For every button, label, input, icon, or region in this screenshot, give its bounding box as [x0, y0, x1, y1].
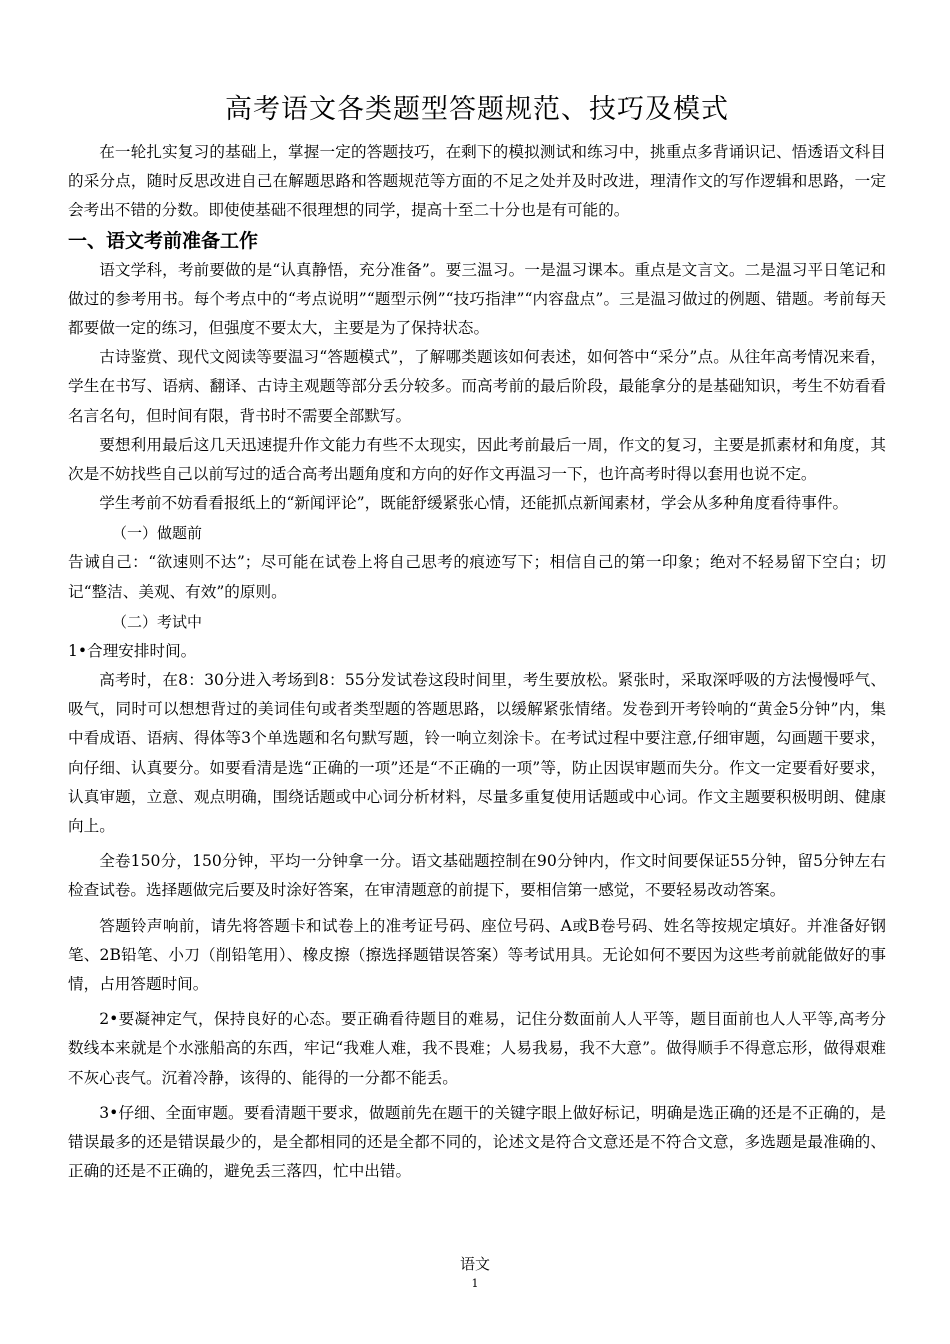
body-paragraph: 要想利用最后这几天迅速提升作文能力有些不太现实，因此考前最后一周，作文的复习，主要是抓素材和角度，其次是不妨找些自己以前写过的适合高考出题角度和方向的好作文再温习一下，也许高考时得以套用也说不定。	[68, 435, 886, 484]
body-paragraph: 全卷150分，150分钟，平均一分钟拿一分。语文基础题控制在90分钟内，作文时间要保证55分钟，留5分钟左右检查试卷。选择题做完后要及时涂好答案，在审清题意的前提下，要相信第一感觉，不要轻易改动答案。	[68, 852, 886, 900]
body-paragraph: 高考时，在8：30分进入考场到8：55分发试卷这段时间里，考生要放松。紧张时，采取深呼吸的方法慢慢呼气、吸气，同时可以想想背过的美词佳句或者类型题的答题思路，以缓解紧张情绪。发卷到开考铃响的“黄金5分钟”内，集中看成语、语病、得体等3个单选题和名句默写题，铃一响立刻涂卡。在考试过程中要注意,仔细审题，勾画题干要求，向仔细、认真要分。如要看清是选“正确的一项”还是“不正确的一项”等，防止因误审题而失分。作文一定要看好要求，认真审题，立意、观点明确，围绕话题或中心词分析材料，尽量多重复使用话题或中心词。作文主题要积极明朗、健康向上。	[68, 671, 886, 836]
body-paragraph: 学生考前不妨看看报纸上的“新闻评论”，既能舒缓紧张心情，还能抓点新闻素材，学会从多种角度看待事件。	[99, 494, 849, 513]
body-paragraph: 语文学科，考前要做的是“认真静悟，充分准备”。要三温习。一是温习课本。重点是文言文。二是温习平日笔记和做过的参考用书。每个考点中的“考点说明”“题型示例”“技巧指津”“内容盘点”。三是温习做过的例题、错题。考前每天都要做一定的练习，但强度不要太大，主要是为了保持状态。	[68, 260, 886, 338]
body-paragraph: 告诫自己：“欲速则不达”；尽可能在试卷上将自己思考的痕迹写下；相信自己的第一印象；绝对不轻易留下空白；切记“整洁、美观、有效”的原则。	[68, 553, 886, 601]
subsection-heading: （二）考试中	[112, 612, 203, 631]
list-item: 3•仔细、全面审题。要看清题干要求，做题前先在题干的关键字眼上做好标记，明确是选正确的还是不正确的，是错误最多的还是错误最少的，是全都相同的还是全都不同的，论述文是符合文意还是不符合文意，多选题是最准确的、正确的还是不正确的，避免丢三落四，忙中出错。	[68, 1103, 886, 1181]
document-title: 高考语文各类题型答题规范、技巧及模式	[225, 94, 729, 125]
body-paragraph: 答题铃声响前，请先将答题卡和试卷上的准考证号码、座位号码、A或B卷号码、姓名等按规定填好。并准备好钢笔、2B铅笔、小刀（削铅笔用）、橡皮擦（擦选择题错误答案）等考试用具。无论如何不要因为这些考前就能做好的事情，占用答题时间。	[68, 916, 886, 994]
intro-paragraph: 在一轮扎实复习的基础上，掌握一定的答题技巧，在剩下的模拟测试和练习中，挑重点多背诵识记、悟透语文科目的采分点，随时反思改进自己在解题思路和答题规范等方面的不足之处并及时改进，理清作文的写作逻辑和思路，一定会考出不错的分数。即使使基础不很理想的同学，提高十至二十分也是有可能的。	[68, 143, 886, 220]
list-item: 2•要凝神定气，保持良好的心态。要正确看待题目的难易，记住分数面前人人平等，题目面前也人人平等,高考分数线本来就是个水涨船高的东西，牢记“我难人难，我不畏难；人易我易，我不大意”。做得顺手不得意忘形，做得艰难不灰心丧气。沉着冷静，该得的、能得的一分都不能丢。	[68, 1010, 886, 1087]
section-heading: 一、语文考前准备工作	[68, 229, 259, 252]
body-paragraph: 古诗鉴赏、现代文阅读等要温习“答题模式”，了解哪类题该如何表述，如何答中“采分”点。从往年高考情况来看，学生在书写、语病、翻译、古诗主观题等部分丢分较多。而高考前的最后阶段，最能拿分的是基础知识，考生不妨看看名言名句，但时间有限，背书时不需要全部默写。	[68, 348, 886, 425]
list-item-title: 1•合理安排时间。	[68, 641, 197, 660]
page-number: 1	[471, 1277, 479, 1290]
footer-subject: 语文	[459, 1255, 490, 1273]
document-page	[68, 92, 886, 1187]
subsection-heading: （一）做题前	[112, 524, 203, 543]
